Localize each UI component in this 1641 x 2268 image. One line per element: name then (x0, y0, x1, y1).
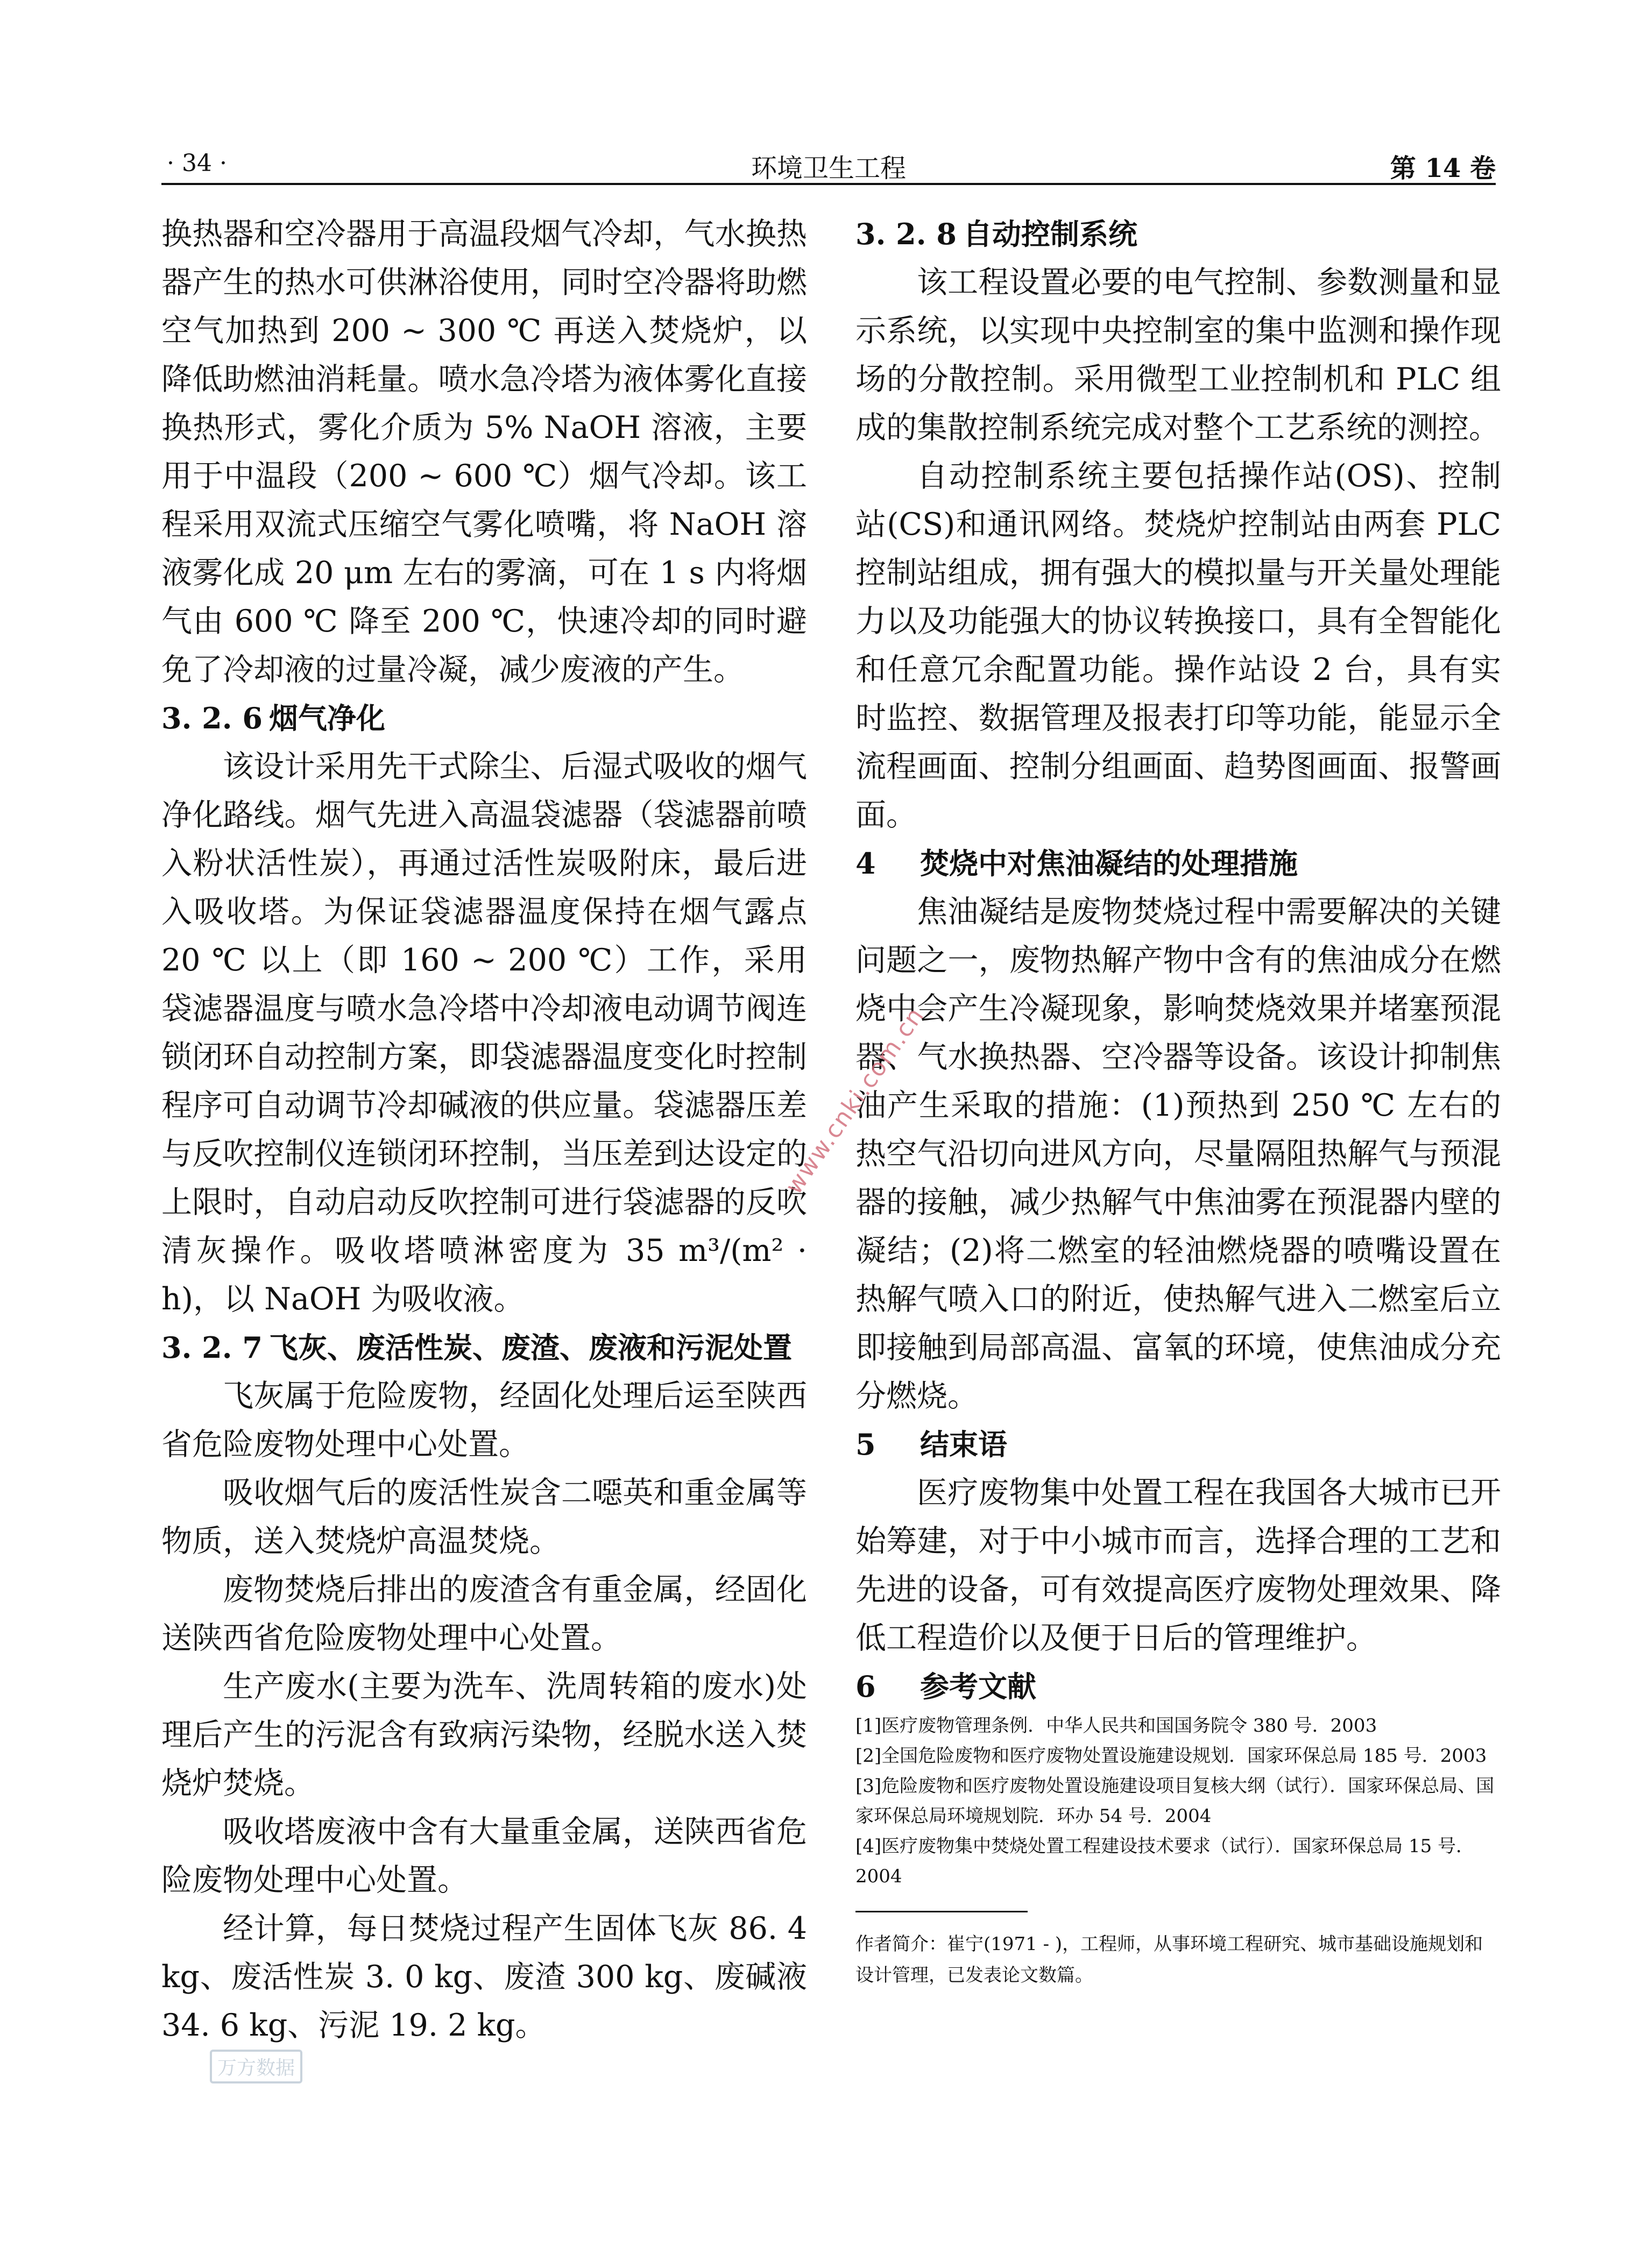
section-title: 参考文献 (920, 1669, 1036, 1704)
paragraph: 医疗废物集中处置工程在我国各大城市已开始筹建，对于中小城市而言，选择合理的工艺和先进的设备，可有效提高医疗废物处理效果、降低工程造价以及便于日后的管理维护。 (855, 1475, 1501, 1656)
reference-item: [1]医疗废物管理条例．中华人民共和国国务院令 380 号．2003 (855, 1715, 1377, 1737)
paragraph: 吸收塔废液中含有大量重金属，送陕西省危险废物处理中心处置。 (161, 1814, 807, 1898)
watermark-logo: 万方数据 (210, 2050, 302, 2083)
section-title: 焚烧中对焦油凝结的处理措施 (920, 846, 1298, 881)
section-heading-3-2-8 (855, 210, 1501, 258)
paragraph: 该设计采用先干式除尘、后湿式吸收的烟气净化路线。烟气先进入高温袋滤器（袋滤器前喷入粉状活性炭），再通过活性炭吸附床，最后进入吸收塔。为保证袋滤器温度保持在烟气露点 20 ℃ 以上（即 160 ~ 200 ℃）工作，采用袋滤器温度与喷水急冷塔中冷却液电动调节阀连锁闭环自动控制方案，即袋滤器温度变化时控制程序可自动调节冷却碱液的供应量。袋滤器压差与反吹控制仪连锁闭环控制，当压差到达设定的上限时，自动启动反吹控制可进行袋滤器的反吹清灰操作。吸收塔喷淋密度为 35 m³/(m² · h)，以 NaOH 为吸收液。 (161, 749, 807, 1317)
section-number: 3. 2. 6 (161, 701, 263, 735)
left-column (161, 210, 807, 2050)
paragraph: 换热器和空冷器用于高温段烟气冷却，气水换热器产生的热水可供淋浴使用，同时空冷器将助燃空气加热到 200 ~ 300 ℃ 再送入焚烧炉，以降低助燃油消耗量。喷水急冷塔为液体雾化直接换热形式，雾化介质为 5% NaOH 溶液，主要用于中温段（200 ~ 600 ℃）烟气冷却。该工程采用双流式压缩空气雾化喷嘴，将 NaOH 溶液雾化成 20 μm 左右的雾滴，可在 1 s 内将烟气由 600 ℃ 降至 200 ℃，快速冷却的同时避免了冷却液的过量冷凝，减少废液的产生。 (161, 216, 807, 688)
paragraph: 吸收烟气后的废活性炭含二噁英和重金属等物质，送入焚烧炉高温焚烧。 (161, 1475, 807, 1559)
section-title: 烟气净化 (269, 701, 385, 735)
reference-item: [3]危险废物和医疗废物处置设施建设项目复核大纲（试行）．国家环保总局、国家环保总局环境规划院．环办 54 号．2004 (855, 1775, 1495, 1827)
section-title: 飞灰、废活性炭、废渣、废液和污泥处置 (269, 1330, 792, 1365)
section-number: 3. 2. 8 (855, 217, 957, 251)
section-heading-3-2-7 (161, 1323, 807, 1372)
section-heading-3-2-6 (161, 694, 807, 742)
paragraph: 废物焚烧后排出的废渣含有重金属，经固化送陕西省危险废物处理中心处置。 (161, 1572, 807, 1656)
reference-item: [4]医疗废物集中焚烧处置工程建设技术要求（试行）．国家环保总局 15 号．2004 (855, 1835, 1475, 1887)
journal-title: 环境卫生工程 (751, 153, 906, 183)
right-column (855, 210, 1501, 1991)
page-number: · 34 · (167, 150, 227, 177)
section-number: 3. 2. 7 (161, 1330, 263, 1365)
section-title: 自动控制系统 (963, 217, 1137, 251)
section-number: 4 (855, 846, 876, 881)
section-heading-4 (855, 839, 1501, 888)
paragraph: 自动控制系统主要包括操作站(OS)、控制站(CS)和通讯网络。焚烧炉控制站由两套 PLC 控制站组成，拥有强大的模拟量与开关量处理能力以及功能强大的协议转换接口，具有全智能化和任意冗余配置功能。操作站设 2 台，具有实时监控、数据管理及报表打印等功能，能显示全流程画面、控制分组画面、趋势图画面、报警画面。 (855, 458, 1501, 833)
paragraph: 飞灰属于危险废物，经固化处理后运至陕西省危险废物处理中心处置。 (161, 1378, 807, 1462)
section-number: 6 (855, 1669, 876, 1704)
section-heading-5 (855, 1420, 1501, 1469)
page-header (161, 145, 1496, 185)
paragraph: 经计算，每日焚烧过程产生固体飞灰 86. 4 kg、废活性炭 3. 0 kg、废渣 300 kg、废碱液 34. 6 kg、污泥 19. 2 kg。 (161, 1911, 807, 2043)
footnote-divider (855, 1911, 1028, 1912)
section-title: 结束语 (920, 1427, 1007, 1462)
section-number: 5 (855, 1427, 876, 1462)
paragraph: 焦油凝结是废物焚烧过程中需要解决的关键问题之一，废物热解产物中含有的焦油成分在燃烧中会产生冷凝现象，影响焚烧效果并堵塞预混器、气水换热器、空冷器等设备。该设计抑制焦油产生采取的措施：(1)预热到 250 ℃ 左右的热空气沿切向进风方向，尽量隔阻热解气与预混器的接触，减少热解气中焦油雾在预混器内壁的凝结；(2)将二燃室的轻油燃烧器的喷嘴设置在热解气喷入口的附近，使热解气进入二燃室后立即接触到局部高温、富氧的环境，使焦油成分充分燃烧。 (855, 894, 1501, 1414)
author-note: 作者简介：崔宁(1971 - )，工程师，从事环境工程研究、城市基础设施规划和设计管理，已发表论文数篇。 (855, 1933, 1483, 1986)
volume-label: 第 14 卷 (1390, 153, 1496, 183)
watermark-text: www.cnki.com.cn (780, 1002, 930, 1200)
reference-item: [2]全国危险废物和医疗废物处置设施建设规划．国家环保总局 185 号．2003 (855, 1745, 1487, 1767)
paragraph: 该工程设置必要的电气控制、参数测量和显示系统，以实现中央控制室的集中监测和操作现场的分散控制。采用微型工业控制机和 PLC 组成的集散控制系统完成对整个工艺系统的测控。 (855, 265, 1501, 445)
paragraph: 生产废水(主要为洗车、洗周转箱的废水)处理后产生的污泥含有致病污染物，经脱水送入焚烧炉焚烧。 (161, 1669, 807, 1801)
section-heading-6 (855, 1662, 1501, 1711)
